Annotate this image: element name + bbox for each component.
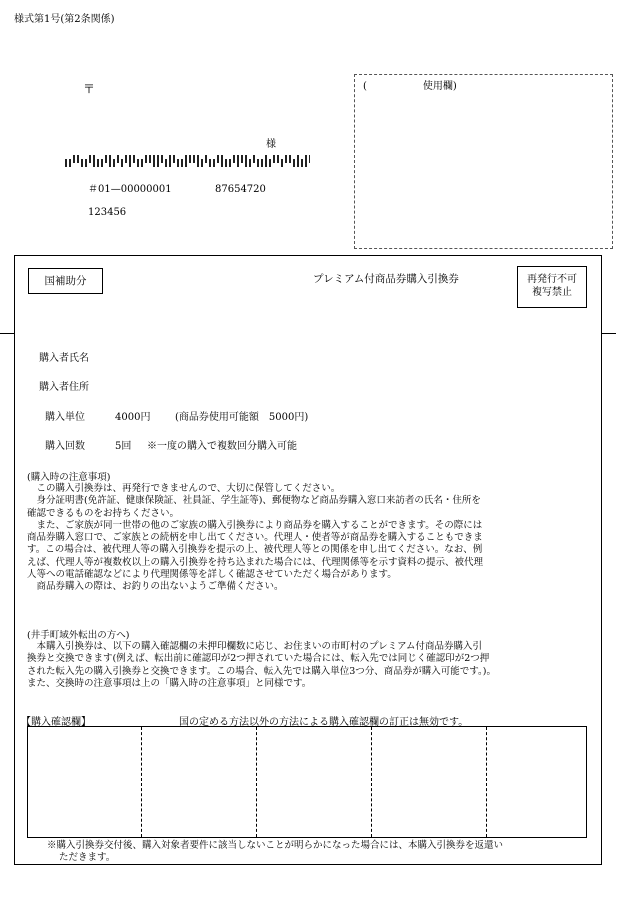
confirm-title: 【購入確認欄】 (21, 717, 91, 728)
confirm-divider (256, 727, 257, 837)
unit-label: 購入単位 (45, 412, 85, 423)
usage-label (363, 80, 457, 93)
notes-line: この購入引換券は、再発行できませんので、大切に保管してください。 (27, 483, 341, 494)
honorific: 様 (266, 139, 276, 150)
times-note: ※一度の購入で複数回分購入可能 (147, 441, 297, 452)
cut-line-left (0, 333, 14, 334)
notes-line: また、ご家族が同一世帯の他のご家族の購入引換券により商品券を購入することができます。その際には (27, 519, 483, 531)
sub-number: 123456 (88, 207, 127, 218)
buyer-name-label: 購入者氏名 (39, 353, 89, 364)
no-reissue-text: 再発行不可 (527, 274, 577, 285)
transfer-body (27, 641, 496, 690)
usage-open-paren: ( (363, 81, 367, 92)
buyer-address-label: 購入者住所 (39, 382, 89, 393)
notes-line: 商品券購入窓口で、ご家族との続柄を申し出てください。代理人・使者等が商品券を購入することもできま (27, 532, 483, 544)
unit-value: 4000円 (115, 412, 151, 423)
unit-note: (商品券使用可能額 5000円) (175, 412, 309, 423)
transfer-line: された転入先の購入引換券と交換できます。この場合、転入先では購入単位3つ分、商品券が購入可能です。)。 (27, 665, 496, 677)
notes-title: (購入時の注意事項) (27, 472, 111, 483)
transfer-line: 本購入引換券は、以下の購入確認欄の未押印欄数に応じ、お住まいの市町村のプレミアム付商品券購入引 (27, 641, 482, 652)
notes-line: 確認できるものをお持ちください。 (27, 507, 180, 519)
no-copy-text: 複写禁止 (532, 287, 572, 298)
confirm-divider (486, 727, 487, 837)
confirm-grid (27, 726, 587, 838)
times-label: 購入回数 (45, 441, 85, 452)
times-value: 5回 (115, 441, 132, 452)
no-reissue-box (517, 266, 587, 308)
confirm-divider (371, 727, 372, 837)
transfer-title: (井手町域外転出の方へ) (27, 630, 130, 641)
postal-barcode (64, 155, 310, 167)
voucher-title: プレミアム付商品券購入引換券 (313, 273, 459, 285)
notes-line: えば、代理人等が複数枚以上の購入引換券を持ち込まれた場合には、代理関係等を示す資料の提示、被代理 (27, 556, 484, 568)
notes-body (27, 483, 483, 594)
cut-line-right (602, 333, 616, 334)
id-code: ＃01—00000001 (88, 184, 172, 195)
notes-line: 商品券購入の際は、お釣りの出ないようご準備ください。 (27, 581, 284, 593)
voucher (14, 255, 602, 865)
notes-line: 身分証明書(免許証、健康保険証、社員証、学生証等)、郵便物など商品券購入窓口来訪者の氏名・住所を (27, 495, 481, 507)
transfer-line: また、交換時の注意事項は上の「購入時の注意事項」と同様です。 (27, 677, 312, 689)
return-note-cont: ただきます。 (59, 852, 116, 863)
postal-mark: 〒 (83, 82, 96, 96)
usage-box (354, 74, 613, 249)
notes-line: 人等への電話確認などにより代理関係等を詳しく確認させていただく場合があります。 (27, 569, 397, 581)
form-number: 様式第1号(第2条関係) (14, 14, 115, 25)
subsidy-label: 国補助分 (28, 268, 103, 294)
id-number: 87654720 (215, 184, 266, 195)
transfer-line: 換券と交換できます(例えば、転出前に確認印が2つ押されていた場合には、転入先では同じく確認印が2つ押 (27, 653, 490, 665)
confirm-divider (141, 727, 142, 837)
return-note: ※購入引換券交付後、購入対象者要件に該当しないことが明らかになった場合には、本購入引換券を返還い (47, 840, 504, 851)
notes-line: す。この場合は、被代理人等の購入引換券を提示の上、被代理人等との関係を申し出てください。なお、例 (27, 544, 483, 556)
usage-label-text: 使用欄) (422, 81, 457, 92)
confirm-note: 国の定める方法以外の方法による購入確認欄の訂正は無効です。 (179, 717, 469, 728)
